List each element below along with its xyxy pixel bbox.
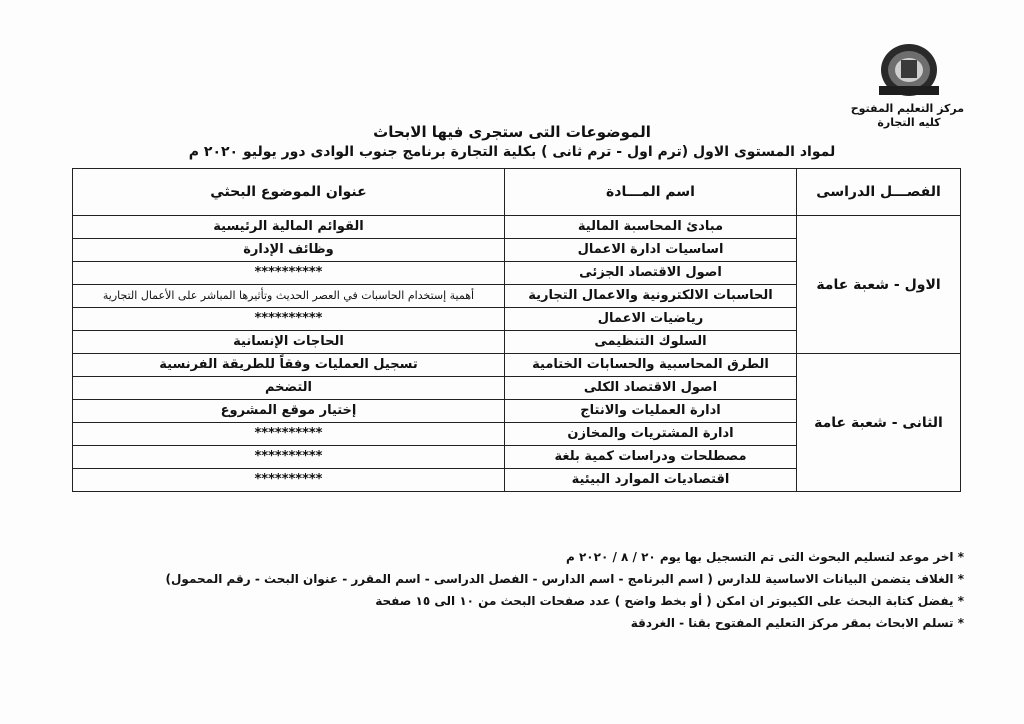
topic-cell: القوائم المالية الرئيسية [73, 216, 505, 239]
header-topic: عنوان الموضوع البحثي [73, 169, 505, 216]
subject-cell: اصول الاقتصاد الكلى [505, 377, 797, 400]
note-cover-page: * الغلاف يتضمن البيانات الاساسية للدارس ( اسم البرنامج - اسم الدارس - الفصل الدراسى - اسم المقرر - عنوان البحث - رقم المحمول) [165, 572, 964, 586]
topic-cell: وظائف الإدارة [73, 239, 505, 262]
subject-cell: اقتصاديات الموارد البيئية [505, 469, 797, 492]
topic-cell: الحاجات الإنسانية [73, 331, 505, 354]
subject-cell: الطرق المحاسبية والحسابات الختامية [505, 354, 797, 377]
header-subject: اسم المـــادة [505, 169, 797, 216]
topic-cell: ********** [73, 308, 505, 331]
semester-cell: الاول - شعبة عامة [797, 216, 961, 354]
topic-cell: ********** [73, 469, 505, 492]
subject-cell: ادارة المشتريات والمخازن [505, 423, 797, 446]
subject-cell: السلوك التنظيمى [505, 331, 797, 354]
header-semester: الفصـــل الدراسى [797, 169, 961, 216]
subject-cell: رياضيات الاعمال [505, 308, 797, 331]
research-topics-table [72, 168, 961, 492]
table-row [73, 354, 961, 377]
subject-cell: ادارة العمليات والانتاج [505, 400, 797, 423]
page-subtitle: لمواد المستوى الاول (ترم اول - ترم ثانى ) بكلية التجارة برنامج جنوب الوادى دور يوليو ٢٠٢٠ م [188, 144, 836, 160]
notes-list [120, 546, 964, 634]
title-block [120, 122, 904, 162]
subject-cell: مبادئ المحاسبة المالية [505, 216, 797, 239]
subject-cell: اساسيات ادارة الاعمال [505, 239, 797, 262]
table-row [73, 216, 961, 239]
topic-cell: إختيار موقع المشروع [73, 400, 505, 423]
org-name: مركز التعليم المفتوح [850, 102, 964, 115]
subject-cell: الحاسبات الالكترونية والاعمال التجارية [505, 285, 797, 308]
university-logo [871, 40, 947, 98]
faculty-name: كليه التجارة [877, 116, 941, 129]
topic-cell: تسجيل العمليات وفقاً للطريقة الفرنسية [73, 354, 505, 377]
note-formatting: * يفضل كتابة البحث على الكيبوتر ان امكن ( أو بخط واضح ) عدد صفحات البحث من ١٠ الى ١٥ صفحة [375, 594, 964, 608]
note-submission-location: * تسلم الابحاث بمقر مركز التعليم المفتوح بقنا - الغردقة [630, 616, 964, 630]
subject-cell: مصطلحات ودراسات كمية بلغة [505, 446, 797, 469]
header-block [850, 40, 964, 130]
subject-cell: اصول الاقتصاد الجزئى [505, 262, 797, 285]
topic-cell: ********** [73, 446, 505, 469]
note-deadline: * اخر موعد لتسليم البحوث التى تم التسجيل بها يوم ٢٠ / ٨ / ٢٠٢٠ م [565, 550, 964, 564]
topic-cell: ********** [73, 262, 505, 285]
table-header-row [73, 169, 961, 216]
topic-cell: التضخم [73, 377, 505, 400]
semester-cell: الثانى - شعبة عامة [797, 354, 961, 492]
page-title: الموضوعات التى ستجرى فيها الابحاث [373, 123, 651, 141]
topic-cell: ********** [73, 423, 505, 446]
topic-cell: أهمية إستخدام الحاسبات في العصر الحديث وتأثيرها المباشر على الأعمال التجارية [73, 285, 505, 308]
